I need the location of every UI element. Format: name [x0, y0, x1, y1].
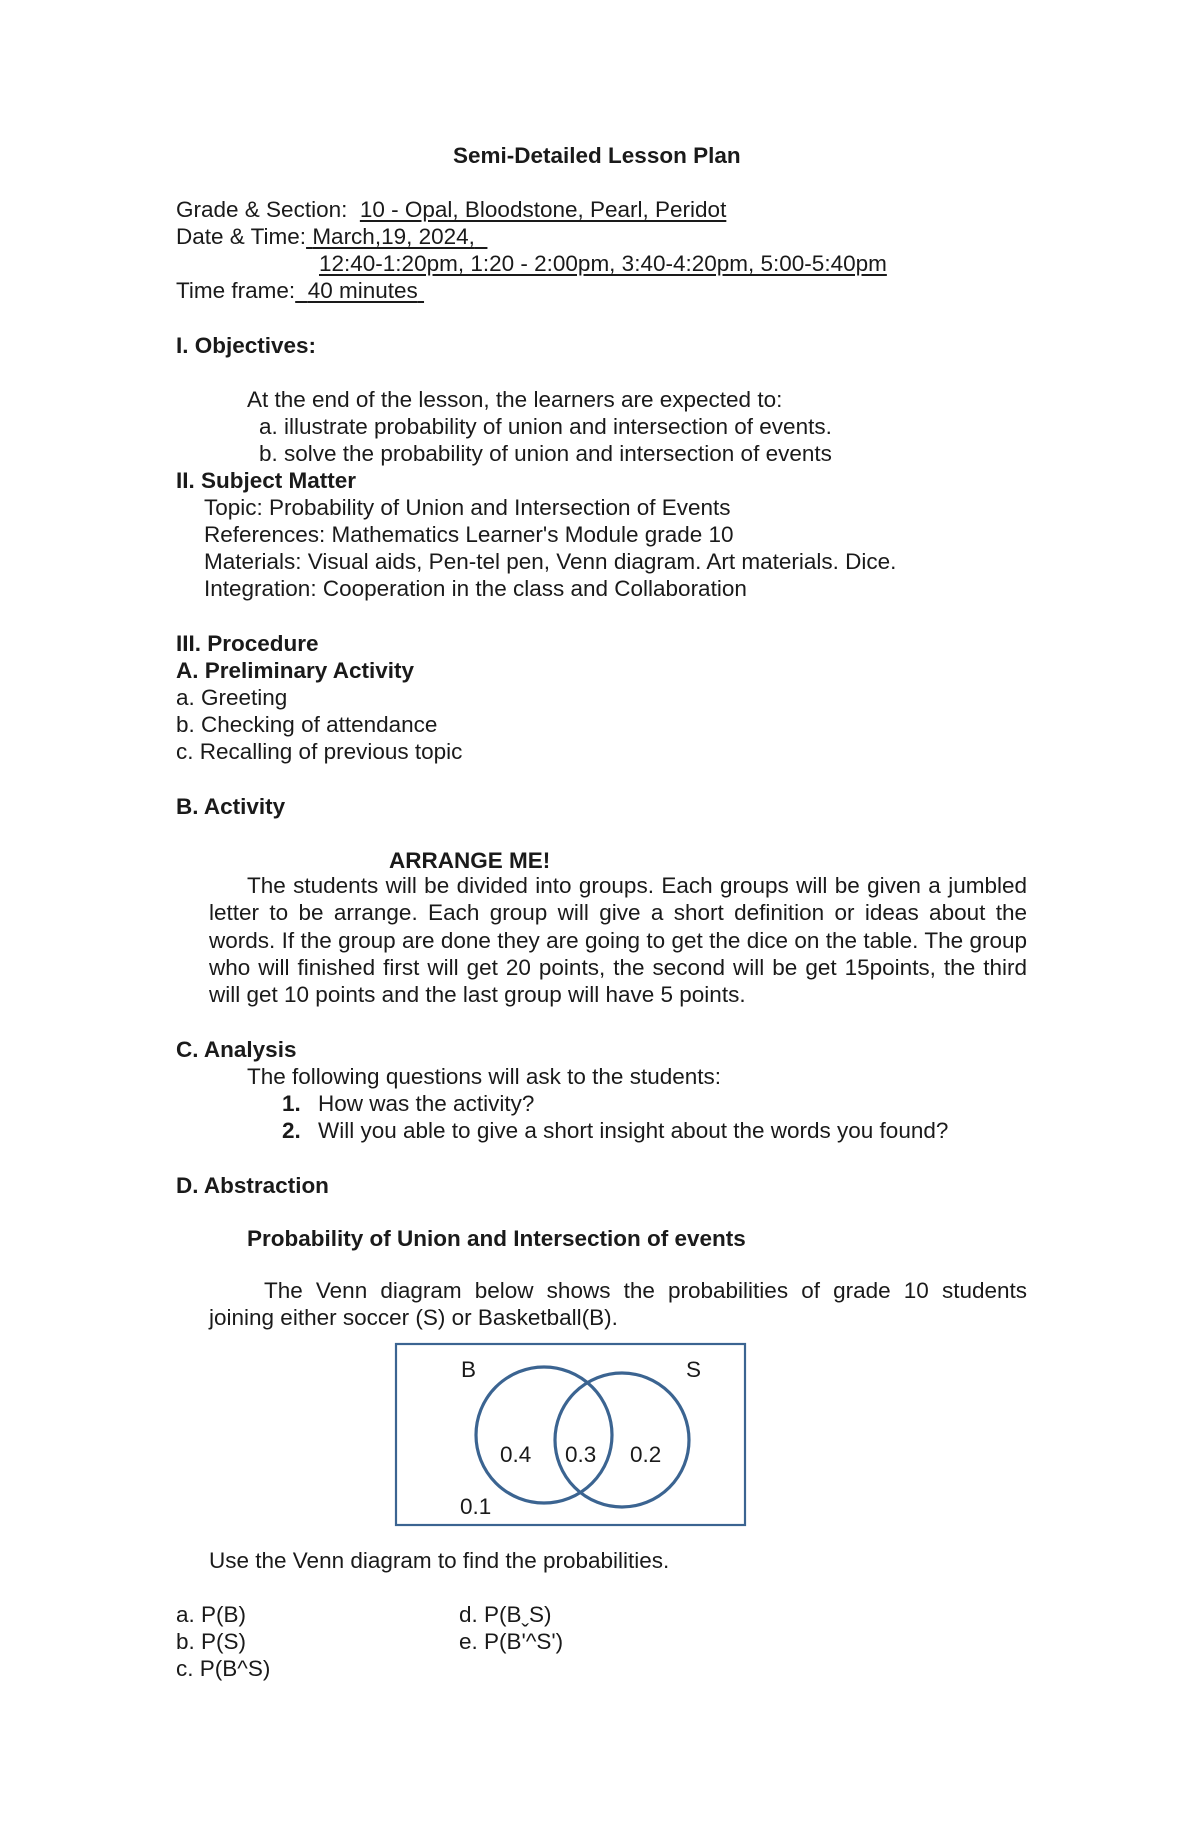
abstraction-subheading: Probability of Union and Intersection of events [247, 1226, 746, 1251]
venn-value-neither: 0.1 [460, 1494, 492, 1519]
abstraction-heading: D. Abstraction [176, 1173, 329, 1198]
integration-line: Integration: Cooperation in the class and Collaboration [204, 576, 747, 601]
venn-label-s: S [686, 1357, 702, 1382]
preliminary-item: c. Recalling of previous topic [176, 739, 463, 764]
exercise-item: c. P(B^S) [176, 1656, 271, 1681]
date-label: Date & Time: [176, 224, 307, 249]
abstraction-paragraph: The Venn diagram below shows the probabilities of grade 10 students joining either soccer (S) or Basketball(B). [209, 1278, 1027, 1331]
grade-value: 10 - Opal, Bloodstone, Pearl, Peridot [359, 197, 727, 222]
grade-section-line [176, 199, 726, 222]
activity-description: The students will be divided into groups. Each groups will be given a jumbled letter to be arrange. Each group will give a short definition or ideas about the words. If the group are done they are going to get the dice on the table. The group who will finished first will get 20 points, the second will be get 15points, the third will get 10 points and the last group will have 5 points. [209, 873, 1027, 1008]
objective-item: b. solve the probability of union and intersection of events [259, 441, 832, 466]
venn-circle-b [476, 1367, 612, 1503]
question-text: Will you able to give a short insight about the words you found? [318, 1118, 949, 1143]
references-line: References: Mathematics Learner's Module grade 10 [204, 522, 734, 547]
topic-line: Topic: Probability of Union and Intersection of Events [204, 495, 731, 520]
exercise-item: d. P(BˬS) [459, 1602, 552, 1627]
question-number: 1. [282, 1091, 301, 1116]
preliminary-heading: A. Preliminary Activity [176, 658, 415, 683]
venn-instruction: Use the Venn diagram to find the probabilities. [209, 1548, 670, 1573]
question-text: How was the activity? [318, 1091, 535, 1116]
preliminary-item: a. Greeting [176, 685, 288, 710]
analysis-question [282, 1093, 534, 1116]
grade-label: Grade & Section: [176, 197, 348, 222]
exercise-item: b. P(S) [176, 1629, 247, 1654]
activity-heading: B. Activity [176, 794, 286, 819]
subject-matter-heading: II. Subject Matter [176, 468, 357, 493]
analysis-intro: The following questions will ask to the students: [247, 1064, 722, 1089]
venn-circle-s [555, 1373, 689, 1507]
venn-value-only-b: 0.4 [500, 1442, 532, 1467]
timeframe-value: 40 minutes [307, 278, 418, 303]
venn-value-only-s: 0.2 [630, 1442, 662, 1467]
objective-item: a. illustrate probability of union and intersection of events. [259, 414, 832, 439]
time-value: 12:40-1:20pm, 1:20 - 2:00pm, 3:40-4:20pm, 5:00-5:40pm [319, 251, 887, 276]
objectives-heading: I. Objectives: [176, 333, 317, 358]
analysis-question [282, 1120, 948, 1143]
materials-line: Materials: Visual aids, Pen-tel pen, Venn diagram. Art materials. Dice. [204, 549, 897, 574]
timeframe-line [176, 280, 424, 303]
date-line [176, 226, 487, 249]
page-title: Semi-Detailed Lesson Plan [453, 143, 741, 168]
timeframe-label: Time frame: [176, 278, 296, 303]
analysis-heading: C. Analysis [176, 1037, 297, 1062]
procedure-heading: III. Procedure [176, 631, 319, 656]
objectives-intro: At the end of the lesson, the learners are expected to: [247, 387, 783, 412]
date-value: March,19, 2024, [312, 224, 475, 249]
preliminary-item: b. Checking of attendance [176, 712, 438, 737]
activity-game-title: ARRANGE ME! [389, 848, 551, 873]
question-number: 2. [282, 1118, 301, 1143]
exercise-item: a. P(B) [176, 1602, 247, 1627]
venn-universe-box [396, 1344, 745, 1525]
venn-label-b: B [461, 1357, 477, 1382]
venn-value-both: 0.3 [565, 1442, 597, 1467]
exercise-item: e. P(B'^S') [459, 1629, 564, 1654]
